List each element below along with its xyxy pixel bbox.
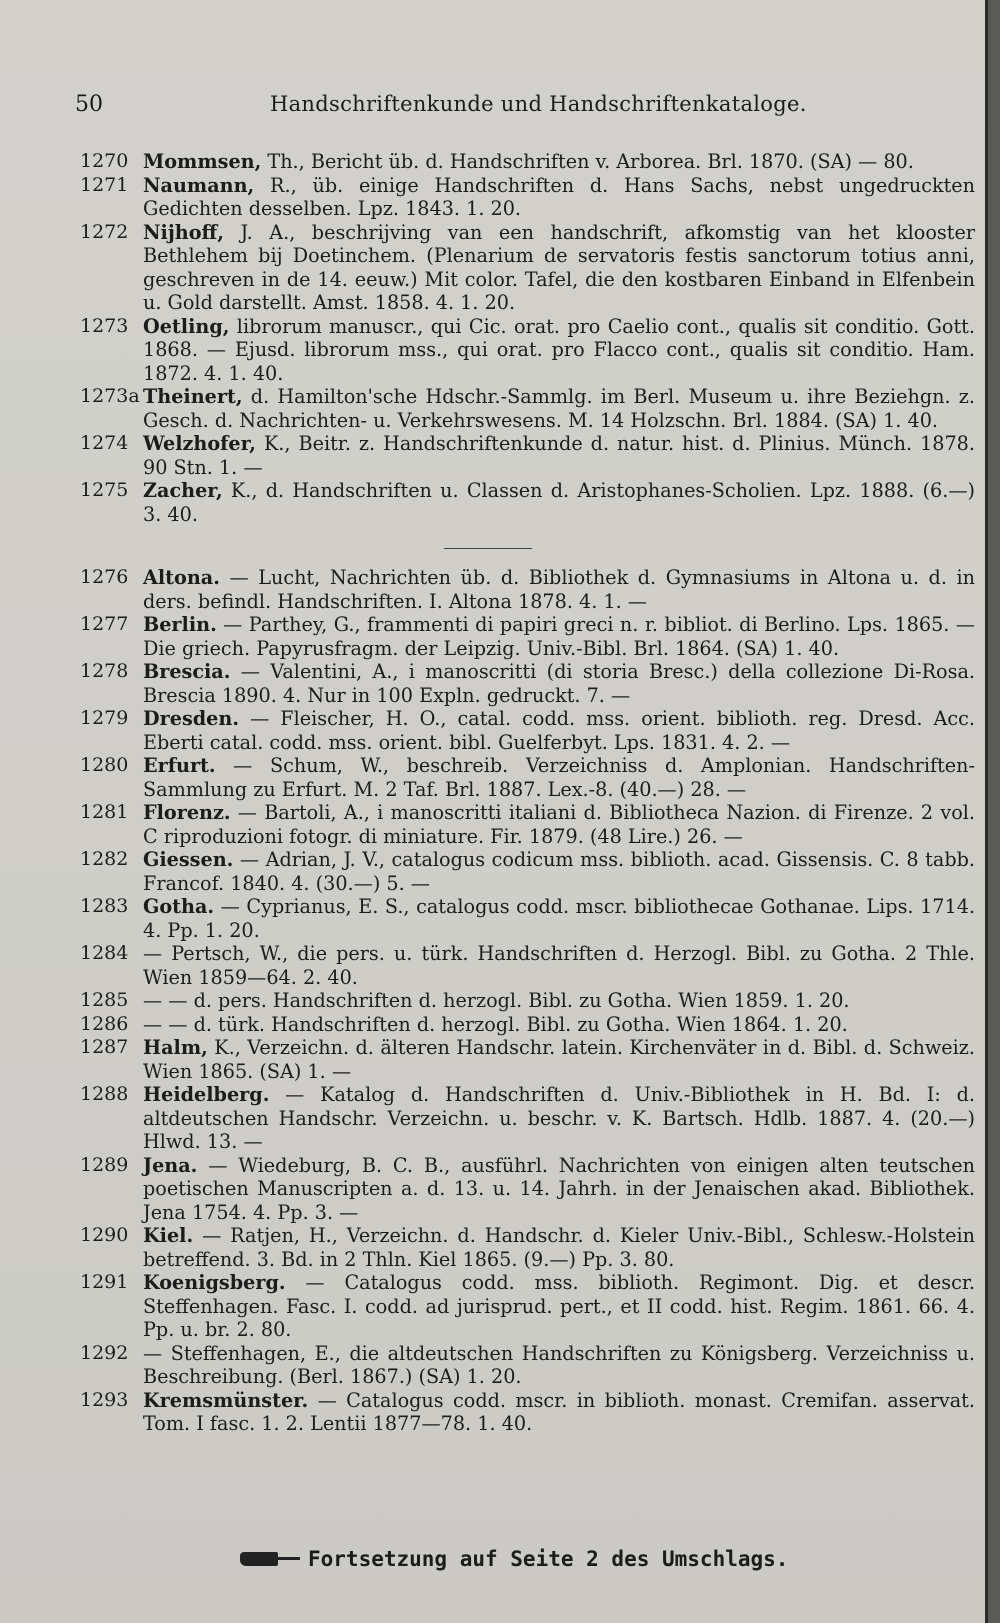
section-separator (80, 526, 975, 566)
catalog-entry (80, 1342, 975, 1389)
catalog-entry (80, 479, 975, 526)
entry-number: 1292 (80, 1341, 129, 1364)
entry-text (143, 660, 975, 707)
entry-number: 1270 (80, 150, 129, 172)
entry-number: 1290 (80, 1224, 129, 1246)
entry-heading: Zacher, (143, 479, 223, 502)
entry-text (143, 221, 975, 315)
entry-number: 1279 (80, 707, 129, 729)
entry-heading: Brescia. (143, 660, 231, 683)
entry-text (143, 1271, 975, 1342)
entry-number: 1281 (80, 801, 129, 823)
catalog-entry (80, 566, 975, 613)
entry-description: — Pertsch, W., die pers. u. türk. Handschriften d. Herzogl. Bibl. zu Gotha. 2 Thle. Wien 1859—64. 2. 40. (143, 942, 975, 989)
catalog-entry (80, 989, 975, 1013)
entry-number: 1282 (80, 848, 129, 870)
catalog-entry (80, 707, 975, 754)
entry-text (143, 707, 975, 754)
entry-number: 1273a (80, 385, 140, 407)
entry-number: 1271 (80, 173, 129, 196)
catalog-entry (80, 315, 975, 386)
entry-text (143, 1224, 975, 1271)
catalog-entry (80, 1271, 975, 1342)
catalog-entries (80, 150, 975, 1436)
entry-text (143, 613, 975, 660)
catalog-entry (80, 150, 975, 174)
entry-number: 1276 (80, 566, 129, 588)
entry-text (143, 1013, 975, 1037)
entry-description: — Steffenhagen, E., die altdeutschen Handschriften zu Königsberg. Verzeichniss u. Beschreibung. (Berl. 1867.) (SA) 1. 20. (143, 1341, 975, 1388)
entry-number: 1283 (80, 895, 129, 917)
entry-text (143, 1342, 975, 1389)
entry-text (143, 754, 975, 801)
entry-description: K., Verzeichn. d. älteren Handschr. latein. Kirchenväter in d. Bibl. d. Schweiz. Wien 1865. (SA) 1. — (143, 1036, 975, 1083)
entry-heading: Oetling, (143, 314, 230, 338)
running-title: Handschriftenkunde und Handschriftenkataloge. (270, 92, 807, 116)
catalog-entry (80, 1389, 975, 1436)
entry-heading: Naumann, (143, 173, 255, 197)
footer-text: Fortsetzung auf Seite 2 des Umschlags. (308, 1547, 789, 1571)
entry-number: 1289 (80, 1153, 129, 1176)
entry-description: — Parthey, G., frammenti di papiri greci n. r. bibliot. di Berlino. Lps. 1865. — Die griech. Papyrusfragm. der Leipzig. Univ.-Bibl. Brl. 1864. (SA) 1. 40. (143, 613, 975, 660)
entry-description: K., d. Handschriften u. Classen d. Aristophanes-Scholien. Lpz. 1888. (6.—) 3. 40. (143, 479, 975, 526)
catalog-entry (80, 660, 975, 707)
entry-description: — Ratjen, H., Verzeichn. d. Handschr. d. Kieler Univ.-Bibl., Schlesw.-Holstein betreffend. 3. Bd. in 2 Thln. Kiel 1865. (9.—) Pp. 3. 80. (143, 1224, 975, 1271)
entry-heading: Heidelberg. (143, 1083, 270, 1106)
entry-heading: Kremsmünster. (143, 1388, 309, 1412)
catalog-entry (80, 1036, 975, 1083)
entry-heading: Nijhoff, (143, 220, 224, 244)
entry-number: 1286 (80, 1012, 129, 1035)
entry-heading: Mommsen, (143, 150, 262, 173)
entry-description: — Fleischer, H. O., catal. codd. mss. orient. biblioth. reg. Dresd. Acc. Eberti catal. codd. mss. orient. bibl. Guelferbyt. Lps. 1831. 4. 2. — (143, 707, 975, 754)
footer-note (240, 1547, 788, 1571)
entry-description: — Catalogus codd. mscr. in biblioth. monast. Cremifan. asservat. Tom. I fasc. 1. 2. Lentii 1877—78. 1. 40. (143, 1388, 975, 1435)
entry-number: 1275 (80, 479, 129, 501)
entry-heading: Kiel. (143, 1224, 194, 1247)
entry-description: — — d. türk. Handschriften d. herzogl. Bibl. zu Gotha. Wien 1864. 1. 20. (143, 1012, 848, 1036)
entry-description: d. Hamilton'sche Hdschr.-Sammlg. im Berl. Museum u. ihre Beziehgn. z. Gesch. d. Nachrichten- u. Verkehrswesens. M. 14 Holzschn. Brl. 1884. (SA) 1. 40. (143, 385, 975, 432)
entry-number: 1274 (80, 432, 129, 454)
entry-text (143, 942, 975, 989)
entry-description: — Valentini, A., i manoscritti (di storia Bresc.) della collezione Di-Rosa. Brescia 1890. 4. Nur in 100 Expln. gedruckt. 7. — (143, 660, 975, 707)
page-number: 50 (75, 92, 103, 117)
entry-description: — — d. pers. Handschriften d. herzogl. Bibl. zu Gotha. Wien 1859. 1. 20. (143, 989, 850, 1012)
entry-heading: Jena. (143, 1153, 198, 1177)
pointing-hand-icon (240, 1550, 300, 1568)
entry-number: 1288 (80, 1083, 129, 1105)
book-edge (985, 0, 1000, 1623)
catalog-entry (80, 895, 975, 942)
entry-number: 1278 (80, 660, 129, 682)
entry-heading: Dresden. (143, 707, 240, 730)
entry-heading: Koenigsberg. (143, 1271, 286, 1294)
catalog-entry (80, 1083, 975, 1154)
entry-number: 1272 (80, 220, 129, 243)
catalog-entry (80, 942, 975, 989)
entry-heading: Altona. (143, 566, 220, 589)
entry-text (143, 479, 975, 526)
entry-text (143, 315, 975, 386)
entry-number: 1280 (80, 754, 129, 776)
entry-description: Th., Bericht üb. d. Handschriften v. Arborea. Brl. 1870. (SA) — 80. (261, 150, 914, 173)
entry-number: 1273 (80, 314, 129, 337)
entry-description: K., Beitr. z. Handschriftenkunde d. natur. hist. d. Plinius. Münch. 1878. 90 Stn. 1. — (143, 432, 975, 479)
entry-heading: Berlin. (143, 613, 217, 636)
catalog-entry (80, 848, 975, 895)
entry-description: J. A., beschrijving van een handschrift, afkomstig van het klooster Bethlehem bij Doetinchem. (Plenarium de servatoris festis sanctorum totius anni, geschreven in de 14. eeuw.) Mit color. Tafel, die den kostbaren Einband in Elfenbein u. Gold darstellt. Amst. 1858. 4. 1. 20. (143, 220, 975, 314)
running-head (75, 92, 955, 122)
entry-heading: Florenz. (143, 801, 231, 824)
catalog-entry (80, 432, 975, 479)
catalog-entry (80, 221, 975, 315)
catalog-entry (80, 613, 975, 660)
entry-heading: Giessen. (143, 848, 234, 871)
catalog-entry (80, 1013, 975, 1037)
entry-description: R., üb. einige Handschriften d. Hans Sachs, nebst ungedruckten Gedichten desselben. Lpz. 1843. 1. 20. (143, 173, 975, 220)
entry-text (143, 1154, 975, 1225)
entry-heading: Welzhofer, (143, 432, 256, 455)
catalog-entry (80, 1154, 975, 1225)
entry-description: — Wiedeburg, B. C. B., ausführl. Nachrichten von einigen alten teutschen poetischen Manuscripten a. d. 13. u. 14. Jahrh. in der Jenaischen akad. Bibliothek. Jena 1754. 4. Pp. 3. — (143, 1153, 975, 1224)
entry-description: — Schum, W., beschreib. Verzeichniss d. Amplonian. Handschriften-Sammlung zu Erfurt. M. 2 Taf. Brl. 1887. Lex.-8. (40.—) 28. — (143, 754, 975, 801)
entry-description: — Lucht, Nachrichten üb. d. Bibliothek d. Gymnasiums in Altona u. d. in ders. befindl. Handschriften. I. Altona 1878. 4. 1. — (143, 566, 975, 613)
entry-description: — Cyprianus, E. S., catalogus codd. mscr. bibliothecae Gothanae. Lips. 1714. 4. Pp. 1. 20. (143, 895, 975, 942)
entry-text (143, 1083, 975, 1154)
entry-heading: Gotha. (143, 895, 215, 918)
catalog-entry (80, 801, 975, 848)
entry-number: 1291 (80, 1271, 129, 1293)
entry-text (143, 801, 975, 848)
entry-number: 1287 (80, 1036, 129, 1058)
entry-number: 1277 (80, 613, 129, 635)
entry-heading: Halm, (143, 1036, 208, 1059)
entry-text (143, 1036, 975, 1083)
entry-number: 1293 (80, 1388, 129, 1411)
entry-text (143, 895, 975, 942)
entry-text (143, 174, 975, 221)
entry-number: 1285 (80, 989, 129, 1011)
entry-text (143, 150, 975, 174)
entry-heading: Erfurt. (143, 754, 216, 777)
catalog-entry (80, 385, 975, 432)
entry-text (143, 1389, 975, 1436)
separator-rule (444, 548, 532, 549)
catalog-entry (80, 174, 975, 221)
entry-description: — Katalog d. Handschriften d. Univ.-Bibliothek in H. Bd. I: d. altdeutschen Handschr. Verzeichn. u. beschr. v. K. Bartsch. Hdlb. 1887. 4. (20.—) Hlwd. 13. — (143, 1083, 975, 1153)
entry-heading: Theinert, (143, 385, 243, 408)
catalog-entry (80, 1224, 975, 1271)
entry-description: — Bartoli, A., i manoscritti italiani d. Bibliotheca Nazion. di Firenze. 2 vol. C riproduzioni fotogr. di miniature. Fir. 1879. (48 Lire.) 26. — (143, 801, 975, 848)
entry-description: — Catalogus codd. mss. biblioth. Regimont. Dig. et descr. Steffenhagen. Fasc. I. codd. ad jurisprud. pert., et II codd. hist. Regim. 1861. 66. 4. Pp. u. br. 2. 80. (143, 1271, 975, 1341)
entry-text (143, 566, 975, 613)
entry-text (143, 989, 975, 1013)
entry-description: — Adrian, J. V., catalogus codicum mss. biblioth. acad. Gissensis. C. 8 tabb. Francof. 1840. 4. (30.—) 5. — (143, 848, 975, 895)
catalog-entry (80, 754, 975, 801)
entry-text (143, 848, 975, 895)
entry-number: 1284 (80, 942, 129, 964)
entry-text (143, 432, 975, 479)
entry-text (143, 385, 975, 432)
entry-description: librorum manuscr., qui Cic. orat. pro Caelio cont., qualis sit conditio. Gott. 1868. — Ejusd. librorum mss., qui orat. pro Flacco cont., qualis sit conditio. Ham. 1872. 4. 1. 40. (143, 314, 975, 385)
